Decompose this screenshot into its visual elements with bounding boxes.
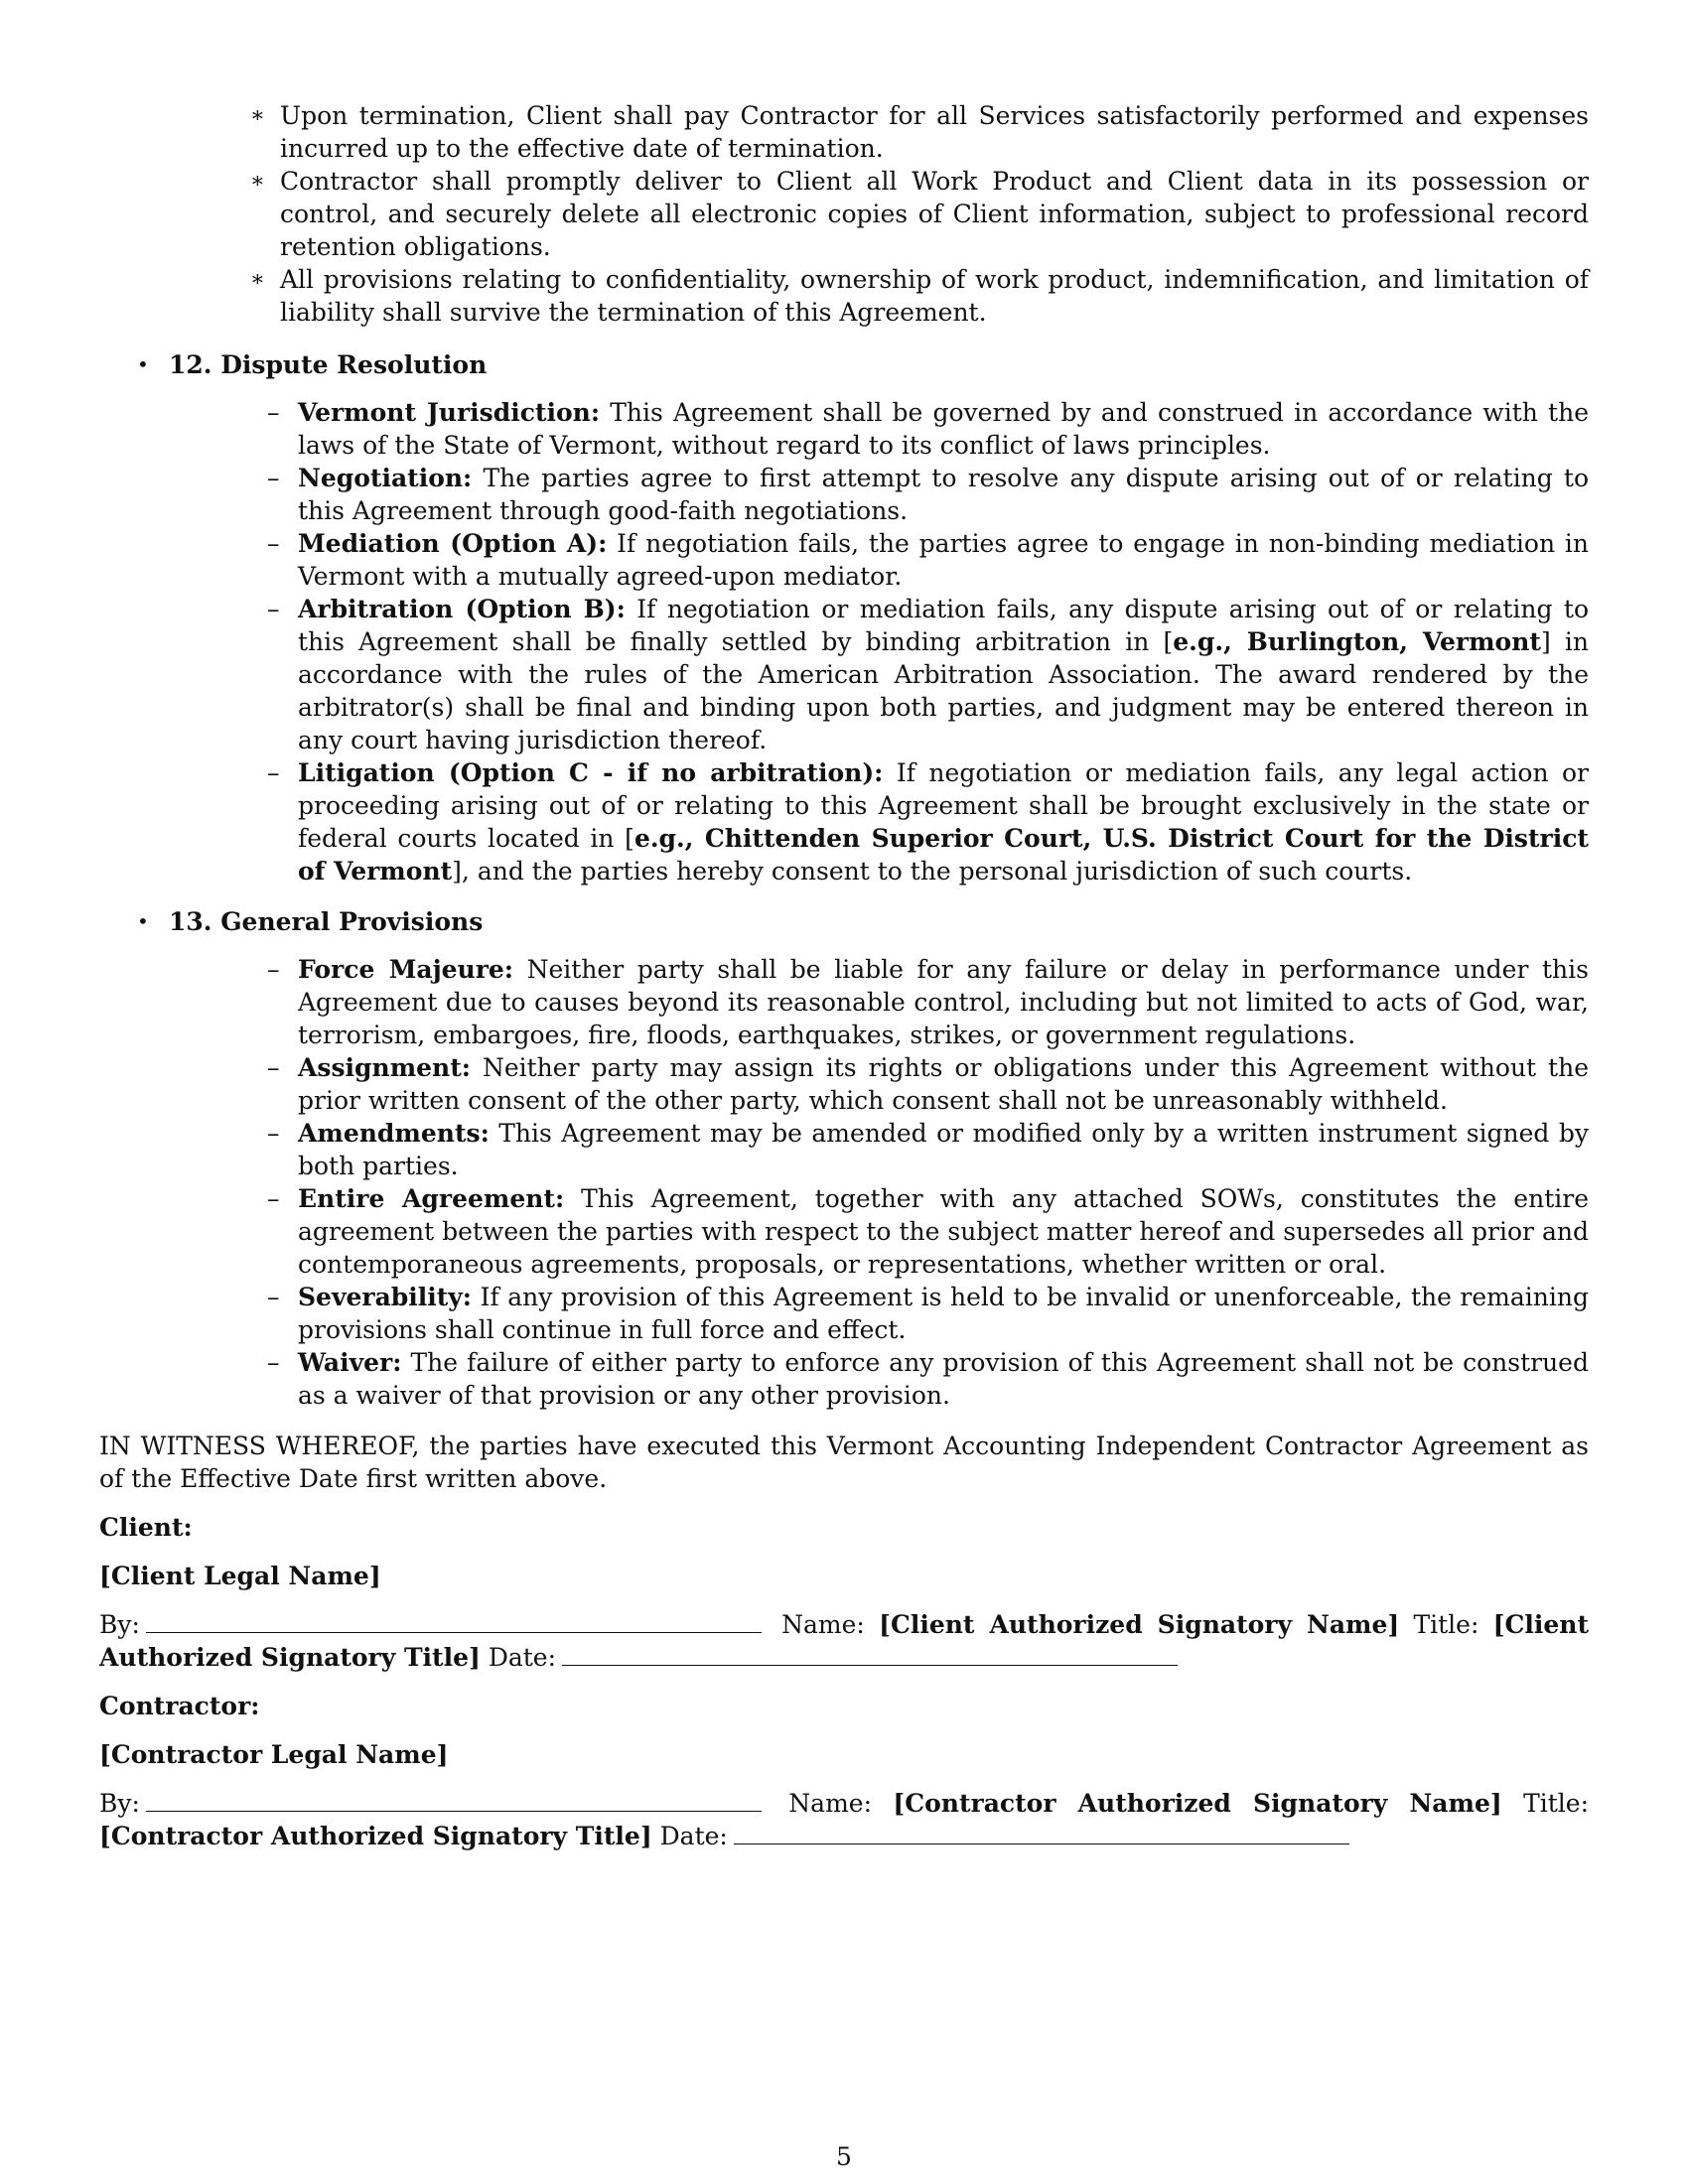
star-bullet-icon: ∗: [250, 103, 265, 128]
contractor-signature-line: By: Name: [Contractor Authorized Signatory Name] Title: [Contractor Authorized Signatory Title] Date:: [99, 1789, 1590, 1850]
star-bullet-icon: ∗: [250, 169, 265, 194]
dash-bullet-icon: –: [267, 529, 280, 558]
list-item: ∗ Contractor shall promptly deliver to Client all Work Product and Client data in its possession or control, and securely delete all electronic copies of Client information, subject to professional record retention obligations.: [250, 167, 1589, 261]
dash-bullet-icon: –: [267, 1119, 280, 1148]
page-number: 5: [836, 2142, 852, 2171]
list-item: – Negotiation: The parties agree to first attempt to resolve any dispute arising out of or relating to this Agreement through good-faith negotiations.: [267, 464, 1589, 525]
list-item: – Waiver: The failure of either party to enforce any provision of this Agreement shall not be construed as a waiver of that provision or any other provision.: [267, 1348, 1589, 1410]
contractor-signatory-name: Contractor Authorized Signatory Name: [905, 1789, 1490, 1818]
dispute-resolution-list: [169, 396, 1589, 887]
star-bullet-icon: ∗: [250, 267, 265, 292]
dot-bullet-icon: •: [137, 352, 149, 376]
client-signature-line: By: Name: [Client Authorized Signatory Name] Title: [Client Authorized Signatory Title] Date:: [99, 1610, 1590, 1672]
client-date-field[interactable]: [562, 1643, 1178, 1666]
dash-bullet-icon: –: [267, 398, 280, 427]
witness-paragraph: IN WITNESS WHEREOF, the parties have executed this Vermont Accounting Independent Contractor Agreement as of the Effective Date first written above.: [99, 1432, 1589, 1493]
client-signatory-title: Client Authorized Signatory Title: [99, 1610, 1590, 1672]
contractor-date-field[interactable]: [734, 1822, 1349, 1844]
document-page: [99, 99, 1589, 1868]
contractor-heading: Contractor:: [99, 1692, 260, 1720]
section-heading: 13. General Provisions: [169, 907, 484, 936]
dash-bullet-icon: –: [267, 1053, 280, 1082]
client-signatory-name: Client Authorized Signatory Name: [890, 1610, 1388, 1639]
client-legal-name: [Client Legal Name]: [99, 1562, 381, 1590]
dash-bullet-icon: –: [267, 464, 280, 492]
list-item: – Litigation (Option C - if no arbitration): If negotiation or mediation fails, any legal action or proceeding arising out of or relating to this Agreement shall be brought exclusively in the state or federal courts located in [e.g., Chittenden Superior Court, U.S. District Court for the District of Vermont], and the parties hereby consent to the personal jurisdiction of such courts.: [267, 758, 1589, 886]
list-item: – Mediation (Option A): If negotiation fails, the parties agree to engage in non-binding mediation in Vermont with a mutually agreed-upon mediator.: [267, 529, 1589, 591]
general-provisions-list: [169, 953, 1589, 1412]
dash-bullet-icon: –: [267, 595, 280, 623]
court-location-placeholder: e.g., Chittenden Superior Court, U.S. District Court for the District of Vermont: [298, 824, 1589, 886]
contractor-legal-name: [Contractor Legal Name]: [99, 1740, 449, 1769]
dash-bullet-icon: –: [267, 955, 280, 984]
client-heading: Client:: [99, 1513, 193, 1542]
contractor-signatory-title: Contractor Authorized Signatory Title: [110, 1822, 640, 1850]
dash-bullet-icon: –: [267, 1348, 280, 1377]
dash-bullet-icon: –: [267, 1184, 280, 1213]
section-general-provisions: [99, 905, 1589, 1412]
section-dispute-resolution: [99, 348, 1589, 887]
list-item: – Assignment: Neither party may assign its rights or obligations under this Agreement without the prior written consent of the other party, which consent shall not be unreasonably withheld.: [267, 1053, 1589, 1115]
termination-continuation-list: [99, 99, 1589, 329]
dot-bullet-icon: •: [137, 909, 149, 933]
arbitration-location-placeholder: e.g., Burlington, Vermont: [1173, 627, 1541, 656]
dash-bullet-icon: –: [267, 1283, 280, 1311]
dash-bullet-icon: –: [267, 758, 280, 787]
list-item: – Amendments: This Agreement may be amended or modified only by a written instrument signed by both parties.: [267, 1119, 1589, 1180]
contractor-signature-field[interactable]: [146, 1789, 762, 1812]
list-item: ∗ All provisions relating to confidentiality, ownership of work product, indemnification, and limitation of liability shall survive the termination of this Agreement.: [250, 265, 1589, 327]
list-item: – Entire Agreement: This Agreement, together with any attached SOWs, constitutes the entire agreement between the parties with respect to the subject matter hereof and supersedes all prior and contemporaneous agreements, proposals, or representations, whether written or oral.: [267, 1184, 1589, 1279]
list-item: – Arbitration (Option B): If negotiation or mediation fails, any dispute arising out of or relating to this Agreement shall be finally settled by binding arbitration in [e.g., Burlington, Vermont] in accordance with the rules of the American Arbitration Association. The award rendered by the arbitrator(s) shall be final and binding upon both parties, and judgment may be entered thereon in any court having jurisdiction thereof.: [267, 595, 1590, 754]
list-item: – Vermont Jurisdiction: This Agreement shall be governed by and construed in accordance with the laws of the State of Vermont, without regard to its conflict of laws principles.: [267, 398, 1589, 460]
list-item: – Force Majeure: Neither party shall be liable for any failure or delay in performance under this Agreement due to causes beyond its reasonable control, including but not limited to acts of God, war, terrorism, embargoes, fire, floods, earthquakes, strikes, or government regulations.: [267, 955, 1589, 1049]
client-signature-field[interactable]: [146, 1610, 762, 1633]
list-item: ∗ Upon termination, Client shall pay Contractor for all Services satisfactorily performed and expenses incurred up to the effective date of termination.: [250, 101, 1589, 163]
section-heading: 12. Dispute Resolution: [169, 350, 488, 379]
list-item: – Severability: If any provision of this Agreement is held to be invalid or unenforceable, the remaining provisions shall continue in full force and effect.: [267, 1283, 1589, 1344]
